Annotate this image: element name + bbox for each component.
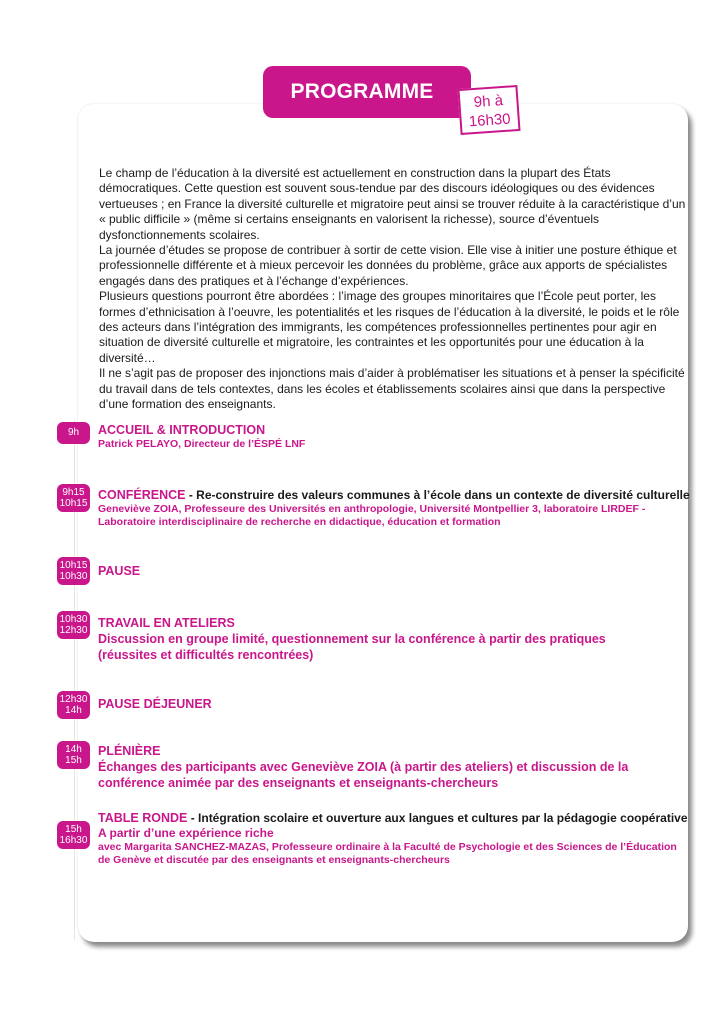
time-start: 9h15 bbox=[62, 487, 85, 498]
time-end: 12h30 bbox=[59, 625, 88, 636]
schedule-detail: A partir d’une expérience riche bbox=[98, 826, 274, 840]
time-badge bbox=[57, 484, 90, 512]
time-badge bbox=[57, 422, 90, 444]
schedule-content bbox=[98, 422, 698, 451]
time-badge bbox=[57, 821, 90, 849]
time-end: 15h bbox=[65, 755, 82, 766]
time-start: 10h30 bbox=[59, 614, 88, 625]
schedule-detail: Discussion en groupe limité, questionnement sur la conférence à partir des pratiques bbox=[98, 632, 606, 646]
intro-paragraph: Le champ de l’éducation à la diversité est actuellement en construction dans la plupart des États démocratiques. Cette question est souvent sous-tendue par des discours idéologiques ou des évidences vertueuses ; en France la diversité culturelle et migratoire peut ainsi se trouver réduite à la caractéristique d’un « public difficile » (même si certains enseignants en valorisent la richesse), source d’éventuels dysfonctionnements scolaires. bbox=[99, 166, 686, 242]
intro-paragraph: La journée d’études se propose de contribuer à sortir de cette vision. Elle vise à initier une posture éthique et professionnelle différente et à mieux percevoir les données du problème, grâce aux apports de spécialistes engagés dans des pratiques et à l’échange d’expériences. bbox=[99, 243, 677, 288]
time-start: 15h bbox=[65, 824, 82, 835]
intro-paragraph: Plusieurs questions pourront être abordées : l’image des groupes minoritaires que l’École peut porter, les formes d’ethnicisation à l’oeuvre, les potentialités et les risques de l’éducation à la diversité, le poids et le rôle des acteurs dans l’intégration des immigrants, les compétences professionnelles pertinentes pour agir en situation de diversité culturelle et migratoire, les contraintes et les opportunités pour une éducation à la diversité… bbox=[99, 289, 680, 365]
schedule-title-rest: - Re-construire des valeurs communes à l’école dans un contexte de diversité culturelle bbox=[185, 488, 690, 502]
schedule-title: PAUSE DÉJEUNER bbox=[98, 697, 212, 711]
schedule-detail: Échanges des participants avec Geneviève ZOIA (à partir des ateliers) et discussion de la bbox=[98, 760, 629, 774]
schedule-content bbox=[98, 743, 698, 791]
time-start: 14h bbox=[65, 744, 82, 755]
time-start: 10h15 bbox=[59, 560, 88, 571]
intro-text bbox=[99, 166, 689, 413]
schedule-detail: conférence animée par des enseignants et enseignants-chercheurs bbox=[98, 776, 499, 790]
schedule-title-text: ACCUEIL & INTRODUCTION bbox=[98, 423, 266, 437]
programme-title-text: PROGRAMME bbox=[290, 80, 434, 103]
schedule-title: PAUSE bbox=[98, 564, 141, 578]
schedule-content bbox=[98, 563, 698, 579]
schedule-detail: avec Margarita SANCHEZ-MAZAS, Professeure ordinaire à la Faculté de Psychologie et des Sciences de l’Éducation bbox=[98, 841, 677, 853]
schedule-title bbox=[98, 422, 698, 438]
schedule-title bbox=[98, 487, 698, 503]
schedule-content bbox=[98, 487, 698, 529]
schedule-title: PLÉNIÈRE bbox=[98, 744, 161, 758]
schedule-content bbox=[98, 696, 698, 712]
schedule-title-text: TABLE RONDE bbox=[98, 811, 188, 825]
intro-paragraph: Il ne s’agit pas de proposer des injonctions mais d’aider à problématiser les situations et à penser la spécificité du travail dans de tels contextes, dans les écoles et établissements scolaires ainsi que dans la perspective d’une formation des enseignants. bbox=[99, 366, 685, 412]
schedule-title bbox=[98, 810, 698, 826]
schedule-title-rest: - Intégration scolaire et ouverture aux langues et cultures par la pédagogie coopérative bbox=[187, 811, 688, 825]
time-start: 9h bbox=[67, 427, 80, 438]
time-range-start: 9h à bbox=[473, 92, 504, 112]
schedule-content bbox=[98, 810, 698, 867]
time-end: 14h bbox=[65, 705, 82, 716]
time-badge bbox=[57, 557, 90, 585]
programme-title bbox=[263, 66, 471, 118]
schedule-detail: (réussites et difficultés rencontrées) bbox=[98, 648, 314, 662]
time-badge bbox=[57, 691, 90, 719]
schedule-content bbox=[98, 615, 698, 663]
time-end: 10h15 bbox=[59, 498, 88, 509]
schedule-detail: de Genève et discutée par des enseignants et enseignants-chercheurs bbox=[98, 854, 450, 866]
time-end: 16h30 bbox=[59, 835, 88, 846]
schedule-detail: Laboratoire interdisciplinaire de recherche en didactique, éducation et formation bbox=[98, 516, 501, 528]
schedule-detail: Patrick PELAYO, Directeur de l’ÉSPÉ LNF bbox=[98, 438, 306, 450]
time-start: 12h30 bbox=[59, 694, 88, 705]
schedule-detail: Geneviève ZOIA, Professeure des Universités en anthropologie, Université Montpellier 3, laboratoire LIRDEF - bbox=[98, 503, 646, 515]
time-range-end: 16h30 bbox=[468, 110, 512, 131]
time-range-stamp bbox=[457, 85, 520, 135]
time-badge bbox=[57, 741, 90, 769]
schedule-title-text: CONFÉRENCE bbox=[98, 488, 186, 502]
time-end: 10h30 bbox=[59, 571, 88, 582]
time-badge bbox=[57, 611, 90, 639]
schedule-title: TRAVAIL EN ATELIERS bbox=[98, 616, 235, 630]
